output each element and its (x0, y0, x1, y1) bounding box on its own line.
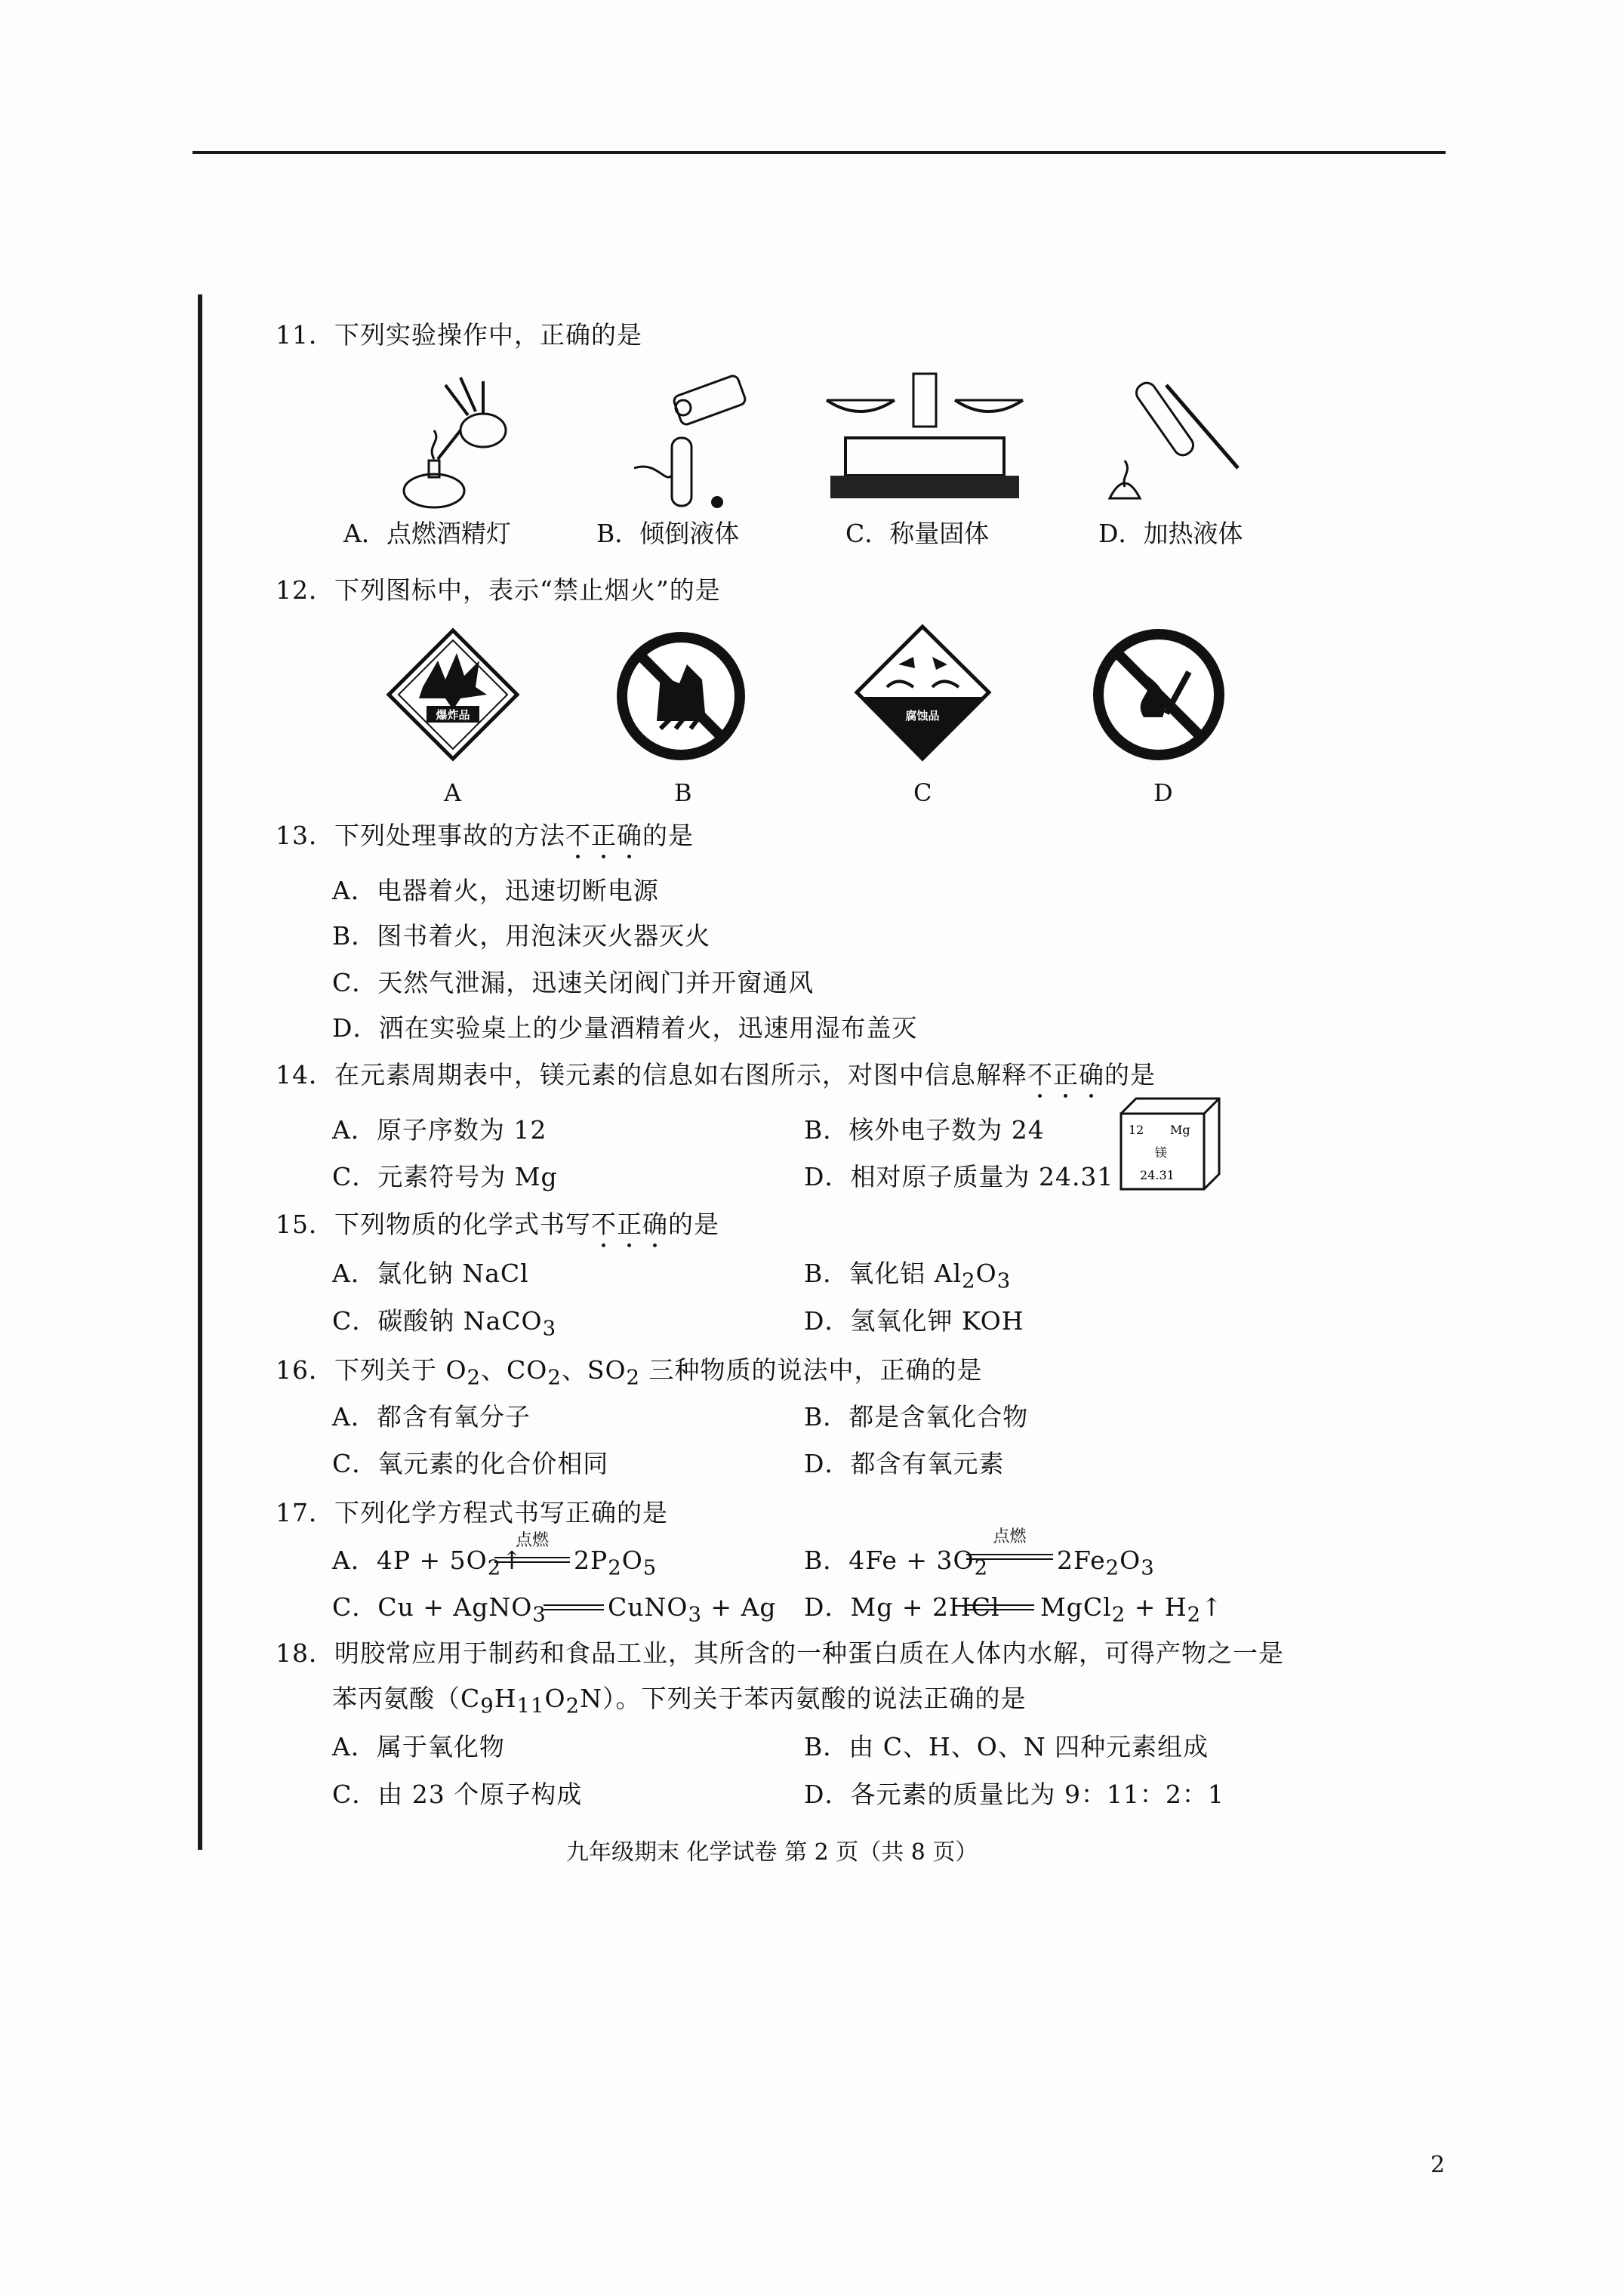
q14-option-d: D．相对原子质量为 24.31 (804, 1162, 1114, 1191)
q14-option-b: B．核外电子数为 24 (804, 1115, 1045, 1145)
q12-letter-d: D (1153, 778, 1173, 807)
no-smoking-fire-sign-icon (1091, 627, 1227, 763)
q15-option-c: C．碳酸钠 NaCO$_3$ (332, 1306, 557, 1341)
page-number: 2 (1431, 2152, 1446, 2178)
alcohol-lamp-lighting-illustration (393, 370, 528, 513)
card-name: 镁 (1155, 1145, 1168, 1160)
q17-b-condition: 点燃 (993, 1527, 1027, 1546)
balance-scale-illustration (823, 370, 1027, 510)
q13-option-b: B．图书着火，用泡沫灭火器灭火 (332, 921, 711, 951)
q13-stem: 13．下列处理事故的方法不正确的是 (276, 821, 694, 850)
q13-emphasis: 不正确 (565, 821, 642, 850)
q15-option-a: A．氯化钠 NaCl (332, 1259, 529, 1288)
q16-stem: 16．下列关于 $O_2$、$CO_2$、$SO_2$ 三种物质的说法中，正确的是 (276, 1355, 983, 1390)
q17-option-a-right: $2P_2O_5$ (574, 1546, 658, 1580)
q12-letter-c: C (913, 778, 932, 807)
q14-option-a: A．原子序数为 12 (332, 1115, 547, 1145)
binding-margin-line (198, 294, 202, 1850)
q12-letter-a: A (444, 778, 462, 807)
q14-emphasis: 不正确 (1027, 1060, 1104, 1089)
q15-option-b: B．氧化铝 $Al_2O_3$ (804, 1259, 1012, 1293)
explosive-sign-icon (385, 627, 521, 763)
q17-option-c-right: CuNO$_3$ + Ag (608, 1592, 777, 1627)
q12-stem: 12．下列图标中，表示“禁止烟火”的是 (276, 575, 721, 605)
q17-stem: 17．下列化学方程式书写正确的是 (276, 1498, 668, 1527)
q15-emphasis: 不正确 (591, 1210, 668, 1239)
header-rule (192, 151, 1446, 154)
q11-caption-c: C．称量固体 (845, 519, 990, 548)
q17-d-equals (966, 1604, 1034, 1610)
magnesium-element-card (1117, 1095, 1223, 1193)
pouring-liquid-illustration (611, 355, 762, 513)
q17-a-equals (494, 1557, 570, 1563)
q18-stem-line1: 18．明胶常应用于制药和食品工业，其所含的一种蛋白质在人体内水解，可得产物之一是 (276, 1638, 1284, 1668)
q17-option-b-right: $2Fe_2O_3$ (1057, 1546, 1155, 1580)
q17-b-equals (966, 1554, 1053, 1560)
q17-option-a-left: A．$4P + 5O_2↑$ (332, 1546, 523, 1580)
q17-option-d-left: D．Mg + 2HCl (804, 1592, 1000, 1622)
q16-option-a: A．都含有氧分子 (332, 1402, 531, 1432)
q16-option-b: B．都是含氧化合物 (804, 1402, 1029, 1432)
q18-option-a: A．属于氧化物 (332, 1732, 505, 1761)
q14-option-c: C．元素符号为 Mg (332, 1162, 558, 1191)
q11-caption-b: B．倾倒液体 (596, 519, 740, 548)
page-footer: 九年级期末 化学试卷 第 2 页（共 8 页） (566, 1839, 978, 1866)
q13-option-a: A．电器着火，迅速切断电源 (332, 876, 659, 905)
q18-option-c: C．由 23 个原子构成 (332, 1780, 583, 1809)
q16-option-c: C．氧元素的化合价相同 (332, 1449, 609, 1478)
q13-option-c: C．天然气泄漏，迅速关闭阀门并开窗通风 (332, 968, 815, 997)
q11-stem: 11．下列实验操作中，正确的是 (276, 320, 642, 350)
card-mass: 24.31 (1140, 1168, 1175, 1182)
q16-option-d: D．都含有氧元素 (804, 1449, 1005, 1478)
q15-stem: 15．下列物质的化学式书写不正确的是 (276, 1210, 719, 1239)
q11-caption-d: D．加热液体 (1098, 519, 1243, 548)
q17-option-d-right: MgCl$_2$ + $H_2↑$ (1040, 1592, 1223, 1627)
card-atomic-number: 12 (1129, 1123, 1144, 1137)
q17-option-c-left: C．Cu + AgNO$_3$ (332, 1592, 547, 1627)
q15-option-d: D．氢氧化钾 KOH (804, 1306, 1024, 1336)
corrosive-sign-icon (853, 623, 993, 763)
q18-option-d: D．各元素的质量比为 9：11：2：1 (804, 1780, 1224, 1809)
corrosive-sign-label: 腐蚀品 (905, 709, 940, 723)
q14-stem: 14．在元素周期表中，镁元素的信息如右图所示，对图中信息解释不正确的是 (276, 1060, 1156, 1089)
q17-c-equals (544, 1604, 604, 1610)
q18-option-b: B．由 C、H、O、N 四种元素组成 (804, 1732, 1209, 1761)
no-burning-sign-icon (615, 630, 747, 763)
explosive-sign-label: 爆炸品 (436, 708, 470, 722)
q12-letter-b: B (674, 778, 692, 807)
q13-option-d: D．洒在实验桌上的少量酒精着火，迅速用湿布盖灭 (332, 1013, 918, 1043)
card-symbol: Mg (1170, 1123, 1190, 1137)
q18-stem-line2: 苯丙氨酸$(C_9H_{11}O_2N)$。下列关于苯丙氨酸的说法正确的是 (332, 1684, 1027, 1718)
q11-caption-a: A．点燃酒精灯 (343, 519, 511, 548)
q17-a-condition: 点燃 (515, 1531, 549, 1550)
heating-liquid-illustration (1095, 362, 1246, 513)
q17-option-b-left: B．$4Fe + 3O_2$ (804, 1546, 989, 1580)
